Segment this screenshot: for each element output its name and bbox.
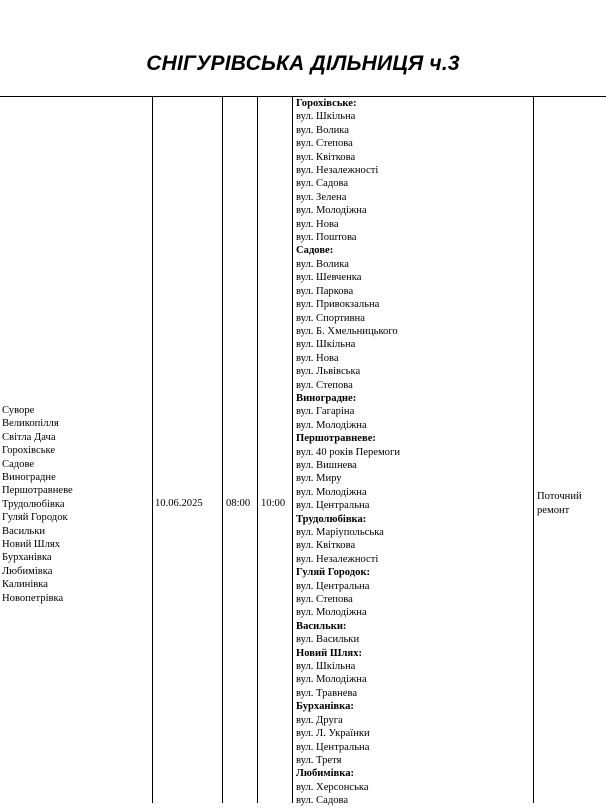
street-name: вул. Центральна — [296, 580, 370, 592]
settlement-heading: Гуляй Городок: — [296, 567, 371, 579]
settlement-heading: Першотравневе: — [296, 433, 376, 445]
street-name: вул. Молодіжна — [296, 486, 367, 498]
street-name: вул. Маріупольська — [296, 527, 384, 538]
street-name: вул. Волика — [296, 124, 349, 136]
street-name: вул. Степова — [296, 379, 353, 391]
settlement-heading: Садове: — [296, 245, 334, 257]
settlement-name: Новопетрівка — [2, 592, 64, 604]
settlement-name: Васильки — [2, 525, 46, 537]
street-name: вул. Гагаріна — [296, 406, 355, 418]
street-name: вул. Нова — [296, 352, 339, 364]
street-name: вул. Третя — [296, 754, 342, 766]
street-name: вул. Молодіжна — [296, 674, 367, 686]
street-name: вул. Л. Українки — [296, 728, 370, 740]
street-name: вул. Васильки — [296, 634, 360, 646]
street-name: вул. Степова — [296, 594, 353, 606]
street-name: вул. 40 років Перемоги — [296, 446, 400, 458]
street-name: вул. Поштова — [296, 232, 357, 244]
street-name: вул. Паркова — [296, 285, 354, 297]
street-name: вул. Зелена — [296, 191, 347, 203]
settlement-name: Гуляй Городок — [2, 512, 68, 524]
street-name: вул. Херсонська — [296, 781, 369, 793]
column-divider — [222, 97, 223, 803]
column-divider — [533, 97, 534, 803]
settlement-name: Бурханівка — [2, 552, 52, 564]
settlement-heading: Виноградне: — [296, 392, 357, 404]
street-name: вул. Привокзальна — [296, 299, 380, 311]
settlement-name: Любимівка — [2, 565, 53, 577]
work-type-cell: Поточний ремонт — [537, 491, 582, 516]
settlement-name: Великопілля — [2, 418, 59, 430]
settlement-heading: Новий Шлях: — [296, 647, 362, 659]
settlement-heading: Трудолюбівка: — [296, 513, 367, 525]
street-name: вул. Спортивна — [296, 312, 365, 324]
street-name: вул. Молодіжна — [296, 205, 367, 217]
street-name: вул. Травнева — [296, 687, 358, 699]
settlements-cell — [2, 404, 150, 605]
street-name: вул. Центральна — [296, 741, 370, 753]
street-name: вул. Шкільна — [296, 339, 356, 351]
street-name: вул. Вишнева — [296, 459, 357, 471]
street-name: вул. Молодіжна — [296, 419, 367, 431]
end-time-cell: 10:00 — [261, 498, 286, 509]
street-name: вул. Б. Хмельницького — [296, 325, 398, 337]
section-title: СНІГУРІВСЬКА ДІЛЬНИЦЯ ч.3 — [146, 52, 460, 75]
settlement-name: Першотравневе — [2, 485, 73, 497]
settlement-name: Калинівка — [2, 579, 48, 591]
street-name: вул. Нова — [296, 218, 339, 230]
column-divider — [257, 97, 258, 803]
settlement-name: Садове — [2, 458, 35, 470]
street-name: вул. Степова — [296, 138, 353, 150]
street-name: вул. Миру — [296, 473, 342, 485]
settlement-heading: Горохівське: — [296, 98, 357, 109]
settlement-heading: Любимівка: — [296, 768, 355, 780]
settlement-name: Трудолюбівка — [2, 498, 65, 510]
street-name: вул. Шевченка — [296, 272, 362, 284]
outage-schedule-table — [0, 96, 606, 807]
settlement-name: Світла Дача — [2, 431, 56, 443]
street-name: вул. Львівська — [296, 366, 361, 378]
street-name: вул. Квіткова — [296, 540, 356, 552]
street-name: вул. Садова — [296, 178, 349, 190]
settlement-name: Суворе — [2, 405, 35, 416]
street-name: вул. Незалежності — [296, 553, 379, 565]
settlement-name: Новий Шлях — [2, 539, 61, 551]
street-name: вул. Садова — [296, 795, 349, 807]
settlement-heading: Бурханівка: — [296, 701, 354, 713]
streets-cell — [296, 97, 532, 808]
street-name: вул. Волика — [296, 258, 349, 270]
street-name: вул. Шкільна — [296, 111, 356, 123]
street-name: вул. Незалежності — [296, 165, 379, 177]
start-time-cell: 08:00 — [226, 498, 251, 509]
street-name: вул. Молодіжна — [296, 607, 367, 619]
settlement-heading: Васильки: — [296, 620, 347, 632]
street-name: вул. Друга — [296, 714, 343, 726]
street-name: вул. Шкільна — [296, 661, 356, 673]
column-divider — [292, 97, 293, 803]
settlement-name: Виноградне — [2, 472, 56, 484]
column-divider — [152, 97, 153, 803]
street-name: вул. Квіткова — [296, 151, 356, 163]
settlement-name: Горохівське — [2, 445, 56, 457]
date-cell: 10.06.2025 — [155, 498, 203, 509]
street-name: вул. Центральна — [296, 500, 370, 512]
